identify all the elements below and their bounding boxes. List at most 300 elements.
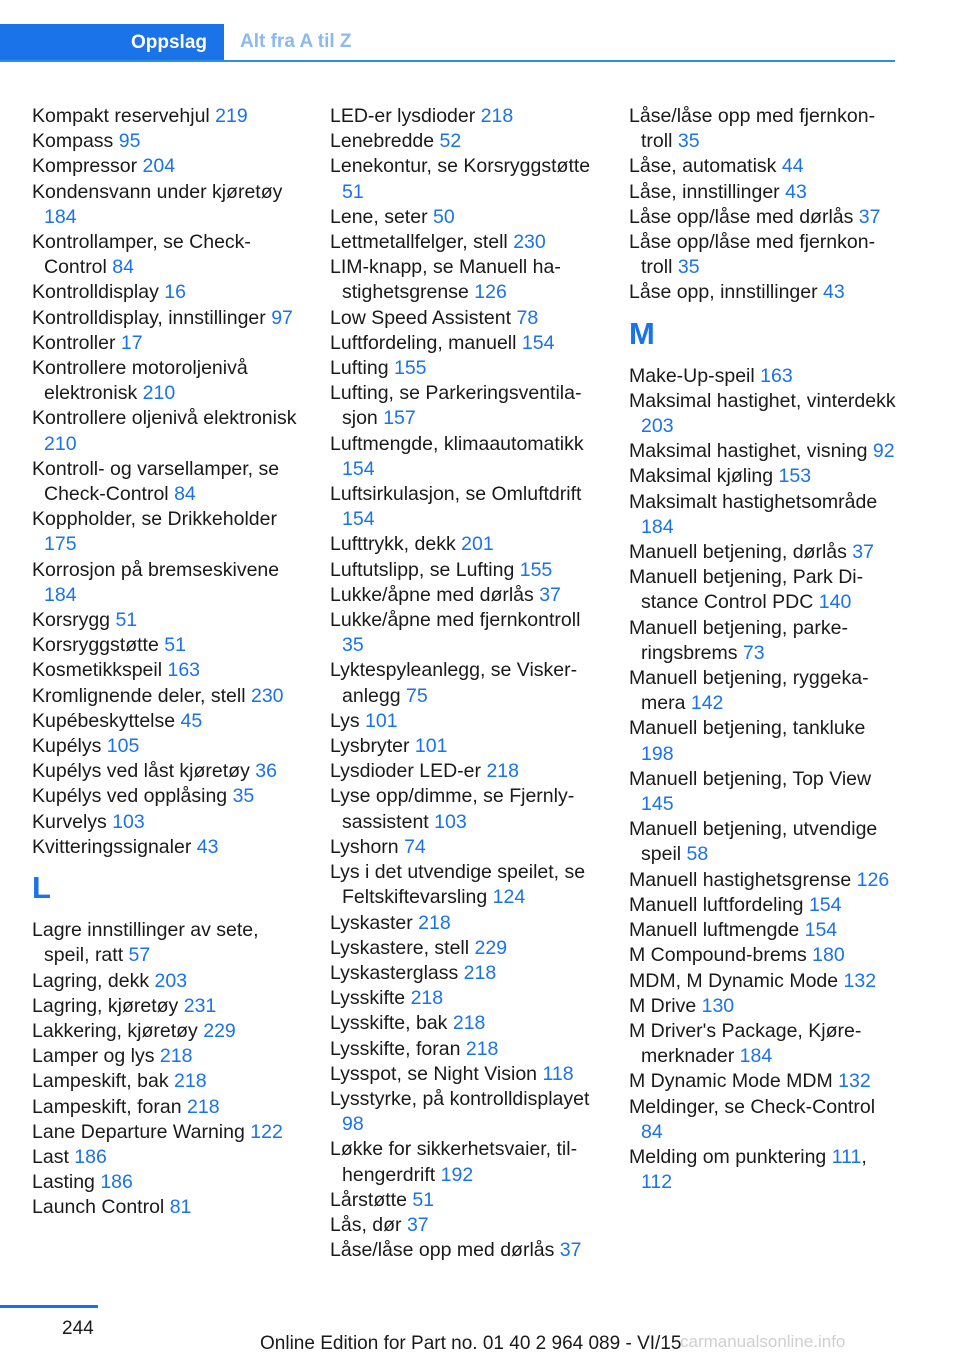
index-entry	[32, 331, 304, 356]
header-divider	[0, 60, 895, 62]
index-term: M Driver's Package, Kjøremerknader	[629, 1019, 862, 1068]
page-link[interactable]: 198	[641, 742, 674, 765]
index-term: Koppholder, se Drikkeholder	[32, 508, 277, 531]
index-entry	[330, 1087, 605, 1137]
index-term: Lufttrykk, dekk	[330, 533, 456, 556]
page-link[interactable]: 154	[808, 893, 842, 916]
index-entry	[32, 709, 304, 734]
index-term: Lampeskift, foran	[32, 1095, 182, 1118]
index-term: Lys i det utvendige speilet, se Feltskiftevarsling	[330, 861, 586, 909]
index-entry	[629, 943, 897, 968]
page-link[interactable]: 153	[778, 465, 812, 488]
index-term: Lampeskift, bak	[32, 1070, 169, 1093]
page-link[interactable]: 84	[641, 1120, 663, 1143]
page-link[interactable]: 184	[739, 1045, 773, 1068]
page-link[interactable]: 210	[142, 382, 176, 405]
page-link[interactable]: 218	[159, 1045, 193, 1068]
index-entry	[629, 1095, 897, 1145]
index-entry	[629, 364, 897, 389]
page-link[interactable]: 51	[412, 1188, 435, 1211]
index-entry	[330, 1213, 605, 1238]
index-entry	[629, 616, 897, 666]
index-term: Low Speed Assistent	[330, 306, 512, 329]
index-entry	[32, 154, 304, 179]
index-entry	[330, 1137, 605, 1187]
index-entry	[629, 817, 897, 867]
index-entry	[32, 1069, 304, 1094]
page-link[interactable]: 35	[232, 785, 255, 808]
page-link[interactable]: 51	[115, 609, 138, 632]
index-entry	[330, 129, 605, 154]
index-term: Lys	[330, 709, 360, 732]
index-term: Meldinger, se Check-Control	[629, 1095, 876, 1118]
index-entry	[629, 969, 897, 994]
index-term: Kondensvann under kjøretøy	[32, 180, 283, 203]
page-link[interactable]: 229	[474, 936, 508, 959]
index-term: M Compound-brems	[629, 944, 807, 967]
page-link[interactable]: 201	[461, 533, 494, 556]
page-link[interactable]: 132	[838, 1070, 871, 1093]
index-entry	[32, 406, 304, 456]
index-term: Lasting	[32, 1171, 95, 1194]
index-term: Maksimalt hastighetsområde	[629, 490, 878, 513]
page-link[interactable]: 126	[856, 868, 890, 891]
index-term: Lysbryter	[330, 735, 410, 758]
index-entry	[32, 1120, 304, 1145]
page-link[interactable]: 126	[474, 281, 507, 304]
page-link[interactable]: 95	[118, 130, 141, 153]
index-term: Lyskasterglass	[330, 961, 459, 984]
index-entry	[330, 255, 605, 305]
index-term: Kurvelys	[32, 810, 107, 833]
page-link[interactable]: 98	[342, 1113, 364, 1136]
index-term: Korsryggstøtte	[32, 634, 159, 657]
tab-alt-fra-a-til-z[interactable]: Alt fra A til Z	[240, 31, 352, 52]
index-entry	[32, 280, 304, 305]
page-link[interactable]: 218	[410, 987, 444, 1010]
page-link[interactable]: 163	[167, 659, 201, 682]
index-term: Lenebredde	[330, 130, 435, 153]
index-term: Lysskifte, foran	[330, 1037, 461, 1060]
page-link[interactable]: 203	[641, 415, 674, 438]
index-entry	[330, 860, 605, 910]
index-entry	[629, 180, 897, 205]
index-entry	[32, 1145, 304, 1170]
index-column-1	[32, 104, 304, 1221]
page-header	[0, 24, 895, 62]
page-link[interactable]: 16	[164, 281, 186, 304]
index-entry	[629, 868, 897, 893]
index-entry	[32, 306, 304, 331]
footer-divider	[0, 1305, 98, 1308]
index-term: Kupélys	[32, 735, 102, 758]
index-entry	[32, 759, 304, 784]
section-letter: M	[629, 315, 655, 351]
index-term: Manuell luftmengde	[629, 919, 800, 942]
index-term: Lysdioder LED-er	[330, 760, 482, 783]
page-link[interactable]: 36	[255, 760, 277, 783]
index-term: Låse, innstillinger	[629, 180, 780, 203]
index-term: Lagre innstillinger av sete, speil, ratt	[32, 919, 259, 967]
page-link[interactable]: 43	[785, 180, 807, 203]
page-link[interactable]: 130	[701, 994, 735, 1017]
index-entry	[629, 994, 897, 1019]
page-link[interactable]: 35	[677, 130, 700, 153]
index-entry	[32, 633, 304, 658]
page-link[interactable]: 154	[804, 919, 838, 942]
page-link[interactable]: 43	[823, 281, 845, 304]
index-term: Manuell betjening, parkeringsbrems	[629, 616, 848, 664]
index-term: Lagring, dekk	[32, 969, 150, 992]
index-entry	[32, 658, 304, 683]
index-entry	[330, 154, 605, 204]
page-link[interactable]: 132	[843, 969, 877, 992]
index-entry	[330, 1062, 605, 1087]
index-term: Korsrygg	[32, 609, 111, 632]
page-link[interactable]: 203	[154, 969, 188, 992]
page-link[interactable]: 37	[852, 541, 874, 564]
page-link[interactable]: 118	[542, 1062, 574, 1085]
page-link[interactable]: 192	[440, 1163, 474, 1186]
section-letter: L	[32, 870, 51, 906]
page-link[interactable]: 184	[44, 205, 77, 228]
index-term: Manuell luftfordeling	[629, 893, 804, 916]
index-term: Melding om punktering	[629, 1145, 827, 1168]
index-term: Kontrollamper, se Check-Control	[32, 231, 251, 279]
page-link[interactable]: 218	[465, 1037, 499, 1060]
page-link[interactable]: 218	[174, 1070, 207, 1093]
index-entry	[330, 583, 605, 608]
index-term: Manuell betjening, Top View	[629, 767, 872, 790]
page-link[interactable]: 35	[342, 634, 364, 657]
page-link[interactable]: 84	[112, 256, 134, 279]
index-entry	[330, 936, 605, 961]
index-term: Lamper og lys	[32, 1045, 155, 1068]
page-link[interactable]: 103	[434, 810, 467, 833]
index-entry	[32, 1044, 304, 1069]
page-link[interactable]: 75	[405, 684, 428, 707]
page-link[interactable]: 92	[872, 440, 895, 463]
page-link[interactable]: 35	[677, 256, 700, 279]
index-term: Kvitteringssignaler	[32, 835, 192, 858]
index-column-3	[629, 104, 897, 1195]
index-entry	[330, 709, 605, 734]
page-link[interactable]: 103	[112, 810, 145, 833]
index-entry	[629, 540, 897, 565]
page-link[interactable]: 218	[480, 105, 514, 127]
page-link[interactable]: 101	[414, 735, 448, 758]
index-term: Lysskifte	[330, 987, 406, 1010]
index-entry	[330, 1011, 605, 1036]
index-entry	[330, 961, 605, 986]
page-link[interactable]: 44	[781, 155, 804, 178]
index-entry	[629, 280, 897, 305]
page-link[interactable]: 84	[174, 483, 196, 506]
page-link[interactable]: 111	[831, 1145, 862, 1168]
index-entry	[629, 767, 897, 817]
index-term: Lysstyrke, på kontrolldisplayet	[330, 1087, 590, 1110]
page-link[interactable]: 37	[559, 1239, 582, 1262]
index-entry	[629, 918, 897, 943]
index-entry	[629, 1069, 897, 1094]
index-term: Låse/låse opp med fjernkontroll	[629, 105, 876, 153]
index-entry	[32, 1019, 304, 1044]
page-link[interactable]: 97	[271, 306, 293, 329]
page-link[interactable]: 204	[142, 155, 176, 178]
index-term: M Dynamic Mode MDM	[629, 1070, 833, 1093]
index-term: Lagring, kjøretøy	[32, 994, 179, 1017]
index-term: Lyskastere, stell	[330, 936, 470, 959]
index-entry	[32, 994, 304, 1019]
index-term: Lås, dør	[330, 1213, 402, 1236]
page-link[interactable]: 184	[641, 515, 674, 538]
edition-note: Online Edition for Part no. 01 40 2 964 089 - VI/15	[260, 1333, 682, 1354]
page-link[interactable]: 157	[383, 407, 416, 430]
index-term: Kompressor	[32, 155, 138, 178]
index-term: M Drive	[629, 994, 697, 1017]
page-link[interactable]: 230	[250, 684, 284, 707]
index-entry	[32, 104, 304, 129]
index-entry	[629, 154, 897, 179]
index-entry	[32, 356, 304, 406]
page-link[interactable]: 175	[44, 533, 77, 556]
page-link[interactable]: 45	[180, 709, 203, 732]
page-link[interactable]: 37	[406, 1213, 429, 1236]
page-link[interactable]: 186	[74, 1145, 107, 1168]
page-link[interactable]: 218	[452, 1012, 486, 1035]
index-entry	[330, 986, 605, 1011]
index-entry	[32, 180, 304, 230]
index-entry	[629, 439, 897, 464]
index-term: Kontrolldisplay	[32, 281, 159, 304]
index-term: Lyktespyleanlegg, se Viskeranlegg	[330, 659, 578, 707]
page-link[interactable]: 184	[44, 583, 77, 606]
index-entry	[629, 464, 897, 489]
index-entry	[330, 381, 605, 431]
index-entry	[32, 1170, 304, 1195]
index-term: Lukke/åpne med dørlås	[330, 583, 534, 606]
index-entry	[330, 104, 605, 129]
index-term: Kompakt reservehjul	[32, 105, 210, 127]
page-link[interactable]: 229	[203, 1019, 236, 1042]
index-entry	[32, 457, 304, 507]
index-entry	[330, 1238, 605, 1263]
index-entry	[330, 331, 605, 356]
page-link[interactable]: 140	[818, 591, 852, 614]
page-link[interactable]: 50	[433, 205, 455, 228]
index-term: Løkke for sikkerhetsvaier, tilhengerdrift	[330, 1138, 578, 1186]
index-entry	[629, 716, 897, 766]
index-entry	[629, 565, 897, 615]
page-link[interactable]: 163	[760, 364, 793, 387]
page-link[interactable]: 155	[519, 558, 553, 581]
page-link[interactable]: 52	[439, 130, 462, 153]
page-link[interactable]: 112	[641, 1171, 673, 1194]
index-term: Lårstøtte	[330, 1188, 407, 1211]
page-link[interactable]: 58	[686, 843, 709, 866]
page-link[interactable]: 218	[187, 1095, 220, 1118]
index-entry	[629, 104, 897, 154]
page-link[interactable]: 51	[164, 634, 186, 657]
page-link[interactable]: 122	[250, 1120, 283, 1143]
index-entry	[32, 969, 304, 994]
index-term: Lukke/åpne med fjernkontroll	[330, 609, 581, 632]
index-entry	[629, 1019, 897, 1069]
index-entry	[32, 230, 304, 280]
index-term: Luftutslipp, se Lufting	[330, 558, 515, 581]
index-entry	[330, 1037, 605, 1062]
index-term: Kontrollere motoroljenivå elektronisk	[32, 357, 248, 405]
page-link[interactable]: 154	[342, 508, 375, 531]
page-link[interactable]: 51	[342, 180, 364, 203]
index-term: Kromlignende deler, stell	[32, 684, 246, 707]
index-term: Luftsirkulasjon, se Omluftdrift	[330, 483, 582, 506]
index-term: Lane Departure Warning	[32, 1120, 245, 1143]
index-term: Manuell betjening, utvendige speil	[629, 818, 878, 866]
index-term: Kontrollere oljenivå elektronisk	[32, 407, 297, 430]
index-term: Kontroll- og varsellamper, se Check-Control	[32, 457, 280, 506]
index-entry	[32, 835, 304, 860]
index-term: Lyskaster	[330, 911, 413, 934]
index-term: LED-er lysdioder	[330, 105, 476, 127]
page-link[interactable]: 180	[812, 944, 845, 967]
index-term: Lene, seter	[330, 205, 428, 228]
index-entry	[330, 532, 605, 557]
page-link[interactable]: 154	[521, 331, 555, 354]
index-term: Maksimal hastighet, visning	[629, 440, 868, 463]
page-number: 244	[62, 1318, 94, 1339]
page-link[interactable]: 101	[365, 709, 398, 732]
index-entry: Melding om punktering 111, 112	[629, 1145, 867, 1194]
page-link[interactable]: 231	[183, 994, 217, 1017]
index-entry	[32, 810, 304, 835]
index-entry	[32, 918, 304, 968]
index-entry	[32, 1095, 304, 1120]
index-term: Luftfordeling, manuell	[330, 331, 517, 354]
index-term: Lysspot, se Night Vision	[330, 1062, 538, 1085]
index-entry	[330, 734, 605, 759]
page-link[interactable]: 218	[418, 911, 451, 934]
index-term: Låse, automatisk	[629, 155, 777, 178]
index-term: MDM, M Dynamic Mode	[629, 969, 839, 992]
index-term: Manuell betjening, Park Distance Control PDC	[629, 566, 864, 614]
index-entry	[629, 490, 897, 540]
index-entry	[330, 835, 605, 860]
index-entry	[330, 558, 605, 583]
index-entry	[32, 558, 304, 608]
index-term: Lufting, se Parkeringsventilasjon	[330, 382, 582, 430]
index-term: Lyshorn	[330, 835, 399, 858]
index-term: Låse opp, innstillinger	[629, 281, 818, 304]
index-entry	[330, 306, 605, 331]
index-entry	[32, 129, 304, 154]
page-link[interactable]: 218	[486, 760, 519, 783]
index-term: Kupébeskyttelse	[32, 709, 176, 732]
index-term: Låse/låse opp med dørlås	[330, 1239, 555, 1262]
index-term: Lysskifte, bak	[330, 1012, 448, 1035]
index-entry	[330, 784, 605, 834]
index-term: Last	[32, 1145, 69, 1168]
index-column-2	[330, 104, 605, 1263]
page-link[interactable]: 37	[858, 205, 881, 228]
index-entry	[32, 684, 304, 709]
index-term: Låse opp/låse med dørlås	[629, 205, 854, 228]
index-term: Kontrolldisplay, innstillinger	[32, 306, 266, 329]
index-term: Launch Control	[32, 1196, 165, 1219]
index-term: Kosmetikkspeil	[32, 659, 163, 682]
index-entry	[629, 230, 897, 280]
index-entry	[32, 734, 304, 759]
index-term: Manuell betjening, tankluke	[629, 717, 866, 740]
index-entry	[330, 911, 605, 936]
index-entry	[330, 759, 605, 784]
index-entry	[629, 893, 897, 918]
index-term: Lenekontur, se Korsryggstøtte	[330, 155, 591, 178]
page-link[interactable]: 17	[120, 331, 143, 354]
index-term: Maksimal kjøling	[629, 465, 774, 488]
index-entry	[629, 389, 897, 439]
page-link[interactable]: 219	[215, 105, 248, 127]
index-term: Kupélys ved låst kjøretøy	[32, 760, 250, 783]
index-term: Kontroller	[32, 331, 116, 354]
page-link[interactable]: 154	[342, 457, 375, 480]
index-term: LIM-knapp, se Manuell hastighetsgrense	[330, 256, 561, 304]
page-link[interactable]: 186	[100, 1171, 133, 1194]
index-term: Lyse opp/dimme, se Fjernlysassistent	[330, 785, 575, 833]
index-entry	[330, 1188, 605, 1213]
index-entry	[629, 205, 897, 230]
index-entry	[32, 507, 304, 557]
index-entry	[32, 784, 304, 809]
page-link[interactable]: 230	[513, 231, 546, 254]
page-link[interactable]: 43	[196, 835, 219, 858]
index-term: Manuell hastighetsgrense	[629, 868, 852, 891]
index-term: Lakkering, kjøretøy	[32, 1019, 198, 1042]
page-link[interactable]: 142	[690, 692, 724, 715]
page-link[interactable]: 218	[463, 961, 497, 984]
index-term: Make-Up-speil	[629, 364, 755, 387]
watermark: carmanualsonline.info	[680, 1332, 846, 1351]
page-link[interactable]: 74	[404, 835, 426, 858]
index-entry	[32, 608, 304, 633]
index-entry	[330, 608, 605, 658]
page-link[interactable]: 105	[106, 735, 140, 758]
index-term: Manuell betjening, dørlås	[629, 541, 847, 564]
page-link[interactable]: 124	[492, 886, 526, 909]
tab-oppslag[interactable]: Oppslag	[0, 24, 224, 62]
index-entry	[330, 482, 605, 532]
index-term: Manuell betjening, ryggekamera	[629, 667, 869, 715]
page-link[interactable]: 210	[44, 432, 77, 455]
index-term: Låse opp/låse med fjernkontroll	[629, 231, 876, 279]
index-entry	[330, 205, 605, 230]
page-link[interactable]: 73	[742, 641, 765, 664]
index-entry	[32, 1195, 304, 1220]
page-link[interactable]: 155	[393, 357, 427, 380]
page-link[interactable]: 81	[169, 1196, 192, 1219]
page-link[interactable]: 57	[128, 944, 151, 967]
index-entry	[330, 432, 605, 482]
page-link[interactable]: 37	[539, 583, 561, 606]
index-entry	[330, 356, 605, 381]
index-term: Korrosjon på bremseskivene	[32, 558, 280, 581]
index-term: Maksimal hastighet, vinterdekk	[629, 389, 896, 412]
page-link[interactable]: 145	[641, 793, 674, 816]
index-entry	[330, 230, 605, 255]
index-entry	[330, 658, 605, 708]
page-link[interactable]: 78	[516, 306, 539, 329]
index-entry	[629, 666, 897, 716]
